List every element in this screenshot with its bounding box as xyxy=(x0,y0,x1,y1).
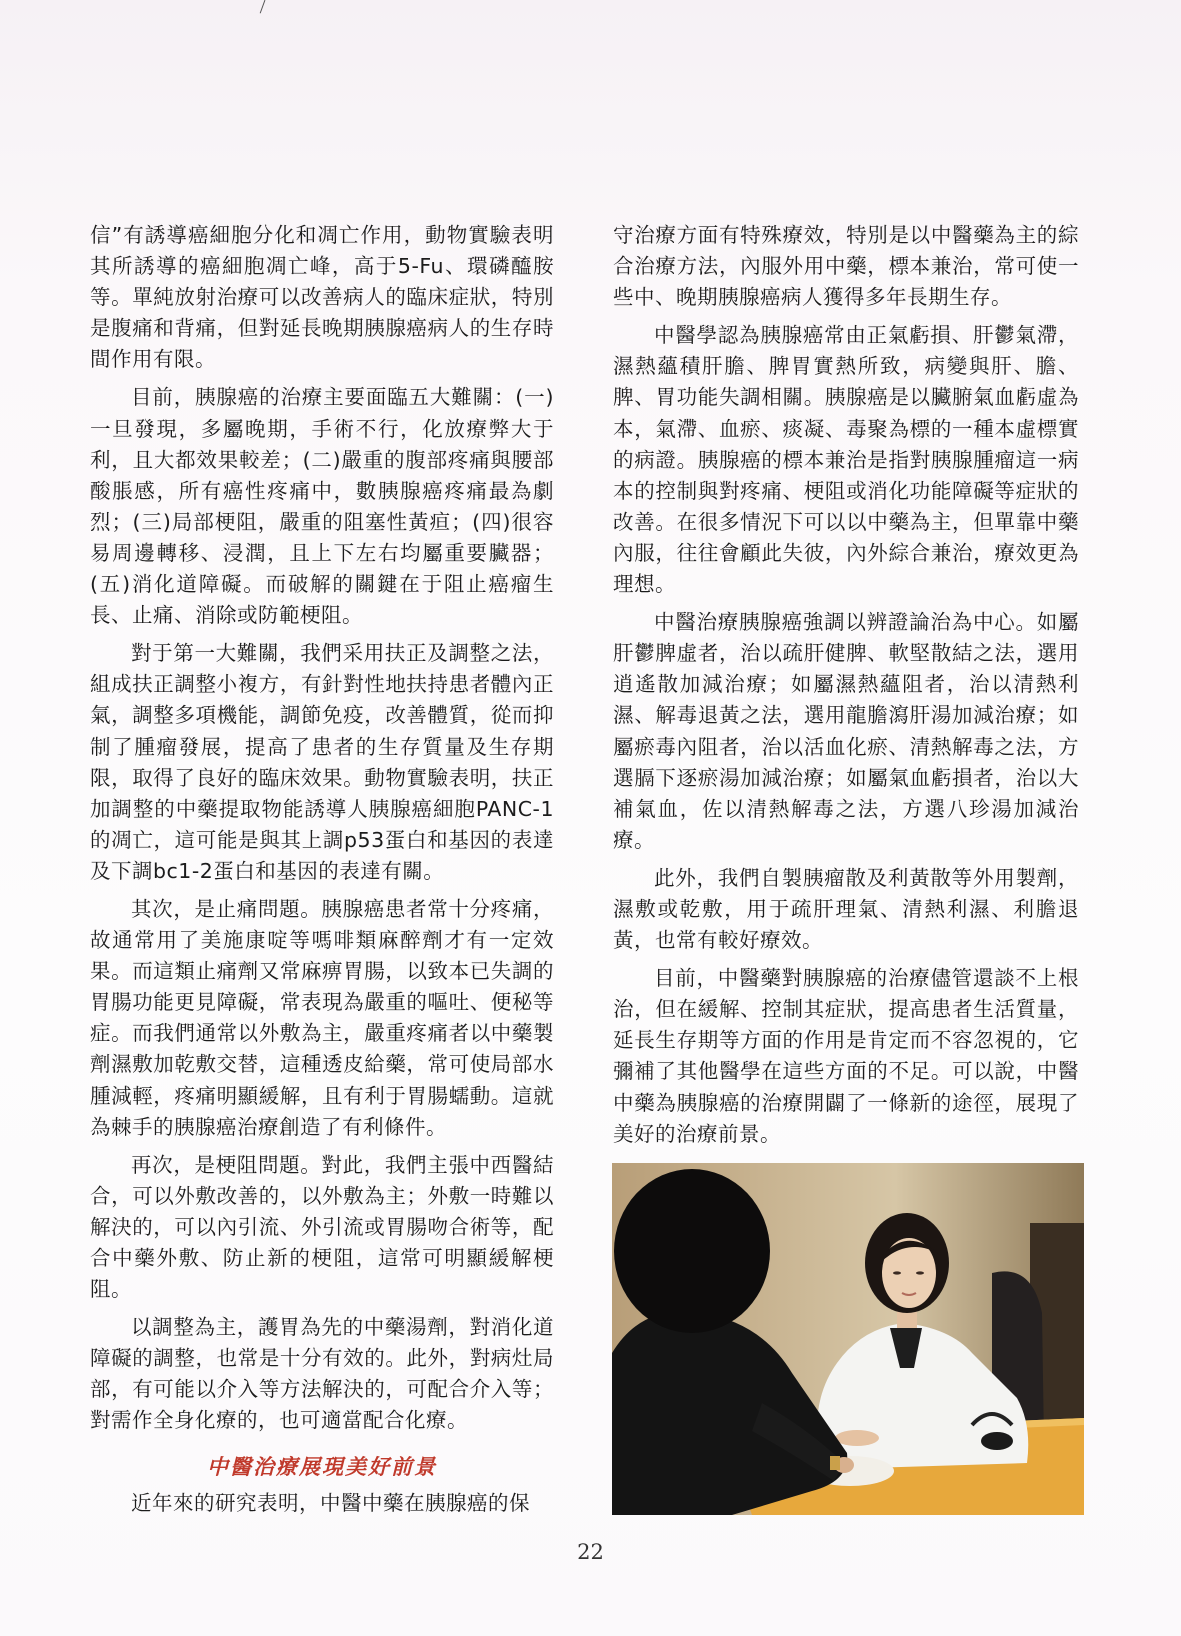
section-heading: 中醫治療展現美好前景 xyxy=(207,1453,437,1479)
left-paragraph-6: 以調整為主，護胃為先的中藥湯劑，對消化道障礙的調整，也常是十分有效的。此外，對病灶局部，有可能以介入等方法解決的，可配合介入等；對需作全身化療的，也可適當配合化療。 xyxy=(90,1315,554,1433)
left-column xyxy=(90,220,554,1526)
consultation-photo xyxy=(612,1163,1084,1515)
left-paragraph-7: 近年來的研究表明，中醫中藥在胰腺癌的保 xyxy=(131,1490,530,1515)
right-paragraph-3: 中醫治療胰腺癌強調以辨證論治為中心。如屬肝鬱脾虛者，治以疏肝健脾、軟堅散結之法，選用逍遙散加減治療；如屬濕熱蘊阻者，治以清熱利濕、解毒退黃之法，選用龍膽瀉肝湯加減治療；如屬瘀毒內阻者，治以活血化瘀、清熱解毒之法，方選膈下逐瘀湯加減治療；如屬氣血虧損者，治以大補氣血，佐以清熱解毒之法，方選八珍湯加減治療。 xyxy=(613,610,1079,852)
patient-head xyxy=(614,1169,770,1333)
right-paragraph-5: 目前，中醫藥對胰腺癌的治療儘管還談不上根治，但在緩解、控制其症狀，提高患者生活質量，延長生存期等方面的作用是肯定而不容忽視的，它彌補了其他醫學在這些方面的不足。可以說，中醫中藥為胰腺癌的治療開闢了一條新的途徑，展現了美好的治療前景。 xyxy=(613,966,1079,1146)
left-paragraph-3: 對于第一大難關，我們采用扶正及調整之法，組成扶正調整小複方，有針對性地扶持患者體內正氣，調整多項機能，調節免疫，改善體質，從而抑制了腫瘤發展，提高了患者的生存質量及生存期限，取得了良好的臨床效果。動物實驗表明，扶正加調整的中藥提取物能誘導人胰腺癌細胞PANC-1的凋亡，這可能是與其上調p53蛋白和基因的表達及下調bc1-2蛋白和基因的表達有關。 xyxy=(90,641,554,883)
right-paragraph-2: 中醫學認為胰腺癌常由正氣虧損、肝鬱氣滯，濕熱蘊積肝膽、脾胃實熱所致，病變與肝、膽、脾、胃功能失調相關。胰腺癌是以臟腑氣血虧虛為本，氣滯、血瘀、痰凝、毒聚為標的一種本虛標實的病證。胰腺癌的標本兼治是指對胰腺腫瘤這一病本的控制與對疼痛、梗阻或消化功能障礙等症狀的改善。在很多情況下可以以中藥為主，但單靠中藥內服，往往會顧此失彼，內外綜合兼治，療效更為理想。 xyxy=(613,323,1079,597)
left-paragraph-4: 其次，是止痛問題。胰腺癌患者常十分疼痛，故通常用了美施康啶等嗎啡類麻醉劑才有一定效果。而這類止痛劑又常麻痹胃腸，以致本已失調的胃腸功能更見障礙，常表現為嚴重的嘔吐、便秘等症。而我們通常以外敷為主，嚴重疼痛者以中藥製劑濕敷加乾敷交替，這種透皮給藥，常可使局部水腫減輕，疼痛明顯緩解，且有利于胃腸蠕動。這就為棘手的胰腺癌治療創造了有利條件。 xyxy=(90,896,554,1139)
left-paragraph-1: 信”有誘導癌細胞分化和凋亡作用，動物實驗表明其所誘導的癌細胞凋亡峰，高于5-Fu、環磷醯胺等。單純放射治療可以改善病人的臨床症狀，特別是腹痛和背痛，但對延長晚期胰腺癌病人的生存時間作用有限。 xyxy=(90,223,554,372)
corner-mark xyxy=(260,0,268,14)
right-column xyxy=(613,220,1079,1157)
left-paragraph-5: 再次，是梗阻問題。對此，我們主張中西醫結合，可以外敷改善的，以外敷為主；外敷一時難以解決的，可以內引流、外引流或胃腸吻合術等，配合中藥外敷、防止新的梗阻，這常可明顯緩解梗阻。 xyxy=(90,1152,554,1302)
right-paragraph-1: 守治療方面有特殊療效，特別是以中醫藥為主的綜合治療方法，內服外用中藥，標本兼治，常可使一些中、晚期胰腺癌病人獲得多年長期生存。 xyxy=(613,223,1079,310)
left-paragraph-2: 目前，胰腺癌的治療主要面臨五大難關：(一)一旦發現，多屬晚期，手術不行，化放療弊大于利，且大都效果較差；(二)嚴重的腹部疼痛與腰部酸脹感，所有癌性疼痛中，數胰腺癌疼痛最為劇烈；(三)局部梗阻，嚴重的阻塞性黃疸；(四)很容易周邊轉移、浸潤，且上下左右均屬重要臟器；(五)消化道障礙。而破解的關鍵在于阻止癌瘤生長、止痛、消除或防範梗阻。 xyxy=(90,385,554,628)
stethoscope xyxy=(981,1432,1013,1450)
right-paragraph-4: 此外，我們自製胰瘤散及利黃散等外用製劑，濕敷或乾敷，用于疏肝理氣、清熱利濕、利膽退黃，也常有較好療效。 xyxy=(613,865,1079,953)
doctor-hands xyxy=(835,1430,879,1446)
page-number: 22 xyxy=(577,1540,604,1564)
